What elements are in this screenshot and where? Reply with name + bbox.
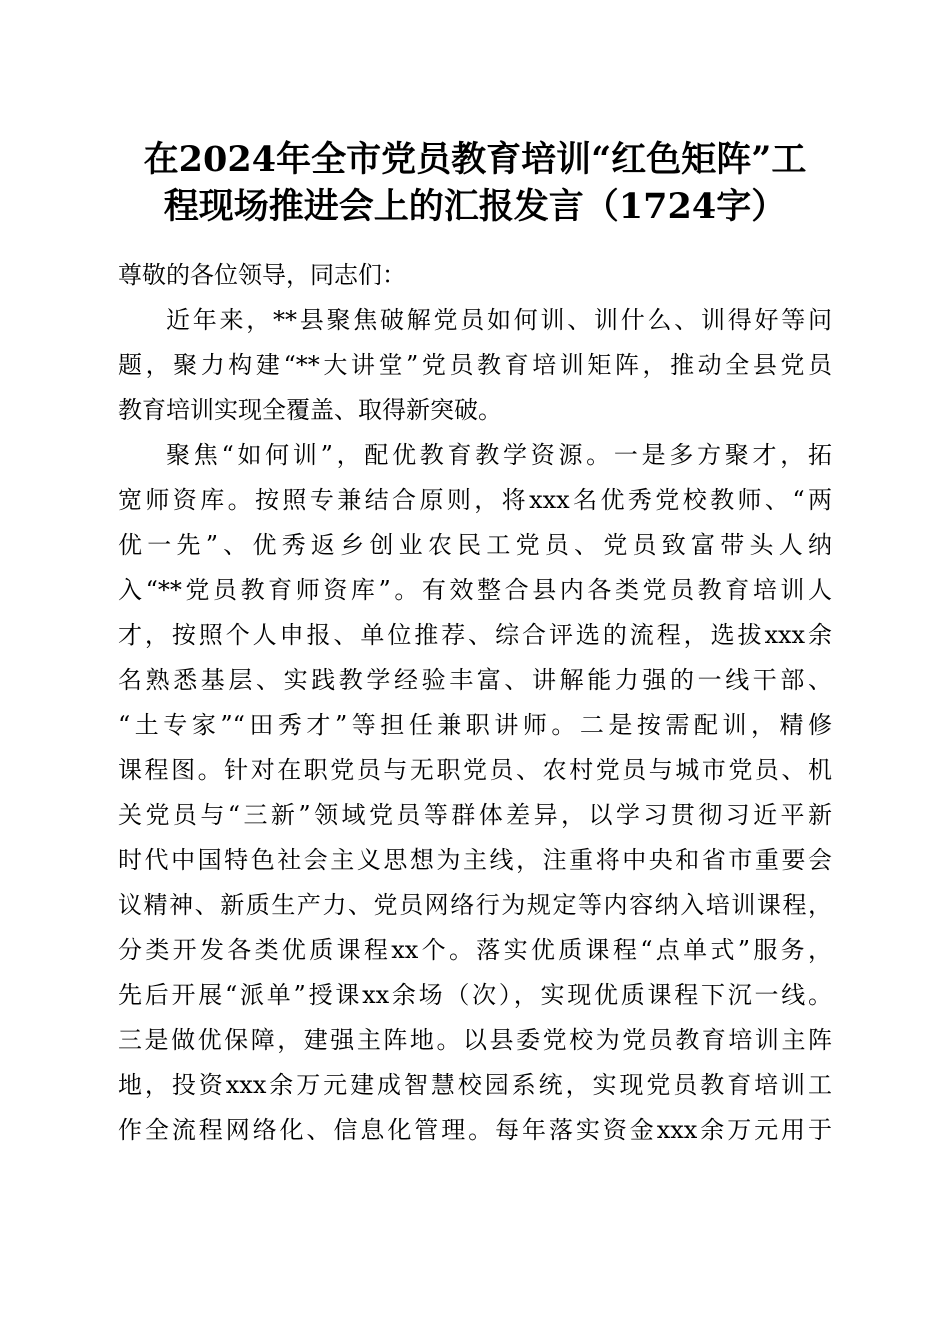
body-line: 题，聚力构建“**大讲堂”党员教育培训矩阵，推动全县党员	[118, 351, 832, 379]
body-line: 时代中国特色社会主义思想为主线，注重将中央和省市重要会	[118, 846, 832, 874]
body-line: 先后开展“派单”授课xx余场（次），实现优质课程下沉一线。	[118, 981, 832, 1009]
body-line: 教育培训实现全覆盖、取得新突破。	[118, 396, 502, 424]
document-body	[118, 253, 832, 1153]
title-line-2: 程现场推进会上的汇报发言（1724字）	[163, 186, 787, 227]
body-line: 关党员与“三新”领域党员等群体差异，以学习贯彻习近平新	[118, 801, 832, 829]
body-line: 优一先”、优秀返乡创业农民工党员、党员致富带头人纳	[118, 531, 832, 559]
body-line: 宽师资库。按照专兼结合原则，将xxx名优秀党校教师、“两	[118, 486, 832, 514]
title-line-1: 在2024年全市党员教育培训“红色矩阵”工	[143, 139, 807, 180]
body-line: 三是做优保障，建强主阵地。以县委党校为党员教育培训主阵	[118, 1026, 832, 1054]
body-line: 才，按照个人申报、单位推荐、综合评选的流程，选拔xxx余	[118, 621, 832, 649]
body-line: 近年来，**县聚焦破解党员如何训、训什么、训得好等问	[166, 306, 832, 334]
salutation-line: 尊敬的各位领导，同志们：	[118, 261, 406, 289]
body-line: 名熟悉基层、实践教学经验丰富、讲解能力强的一线干部、	[118, 666, 832, 694]
body-line: 地，投资xxx余万元建成智慧校园系统，实现党员教育培训工	[118, 1071, 832, 1099]
body-line: “土专家”“田秀才”等担任兼职讲师。二是按需配训，精修	[118, 711, 832, 739]
document-title	[118, 136, 832, 230]
body-line: 入“**党员教育师资库”。有效整合县内各类党员教育培训人	[118, 576, 832, 604]
body-line: 课程图。针对在职党员与无职党员、农村党员与城市党员、机	[118, 756, 832, 784]
body-line: 聚焦“如何训”，配优教育教学资源。一是多方聚才，拓	[166, 441, 832, 469]
body-line: 作全流程网络化、信息化管理。每年落实资金xxx余万元用于	[118, 1116, 832, 1144]
body-line: 议精神、新质生产力、党员网络行为规定等内容纳入培训课程，	[118, 891, 832, 919]
body-line: 分类开发各类优质课程xx个。落实优质课程“点单式”服务，	[118, 936, 832, 964]
